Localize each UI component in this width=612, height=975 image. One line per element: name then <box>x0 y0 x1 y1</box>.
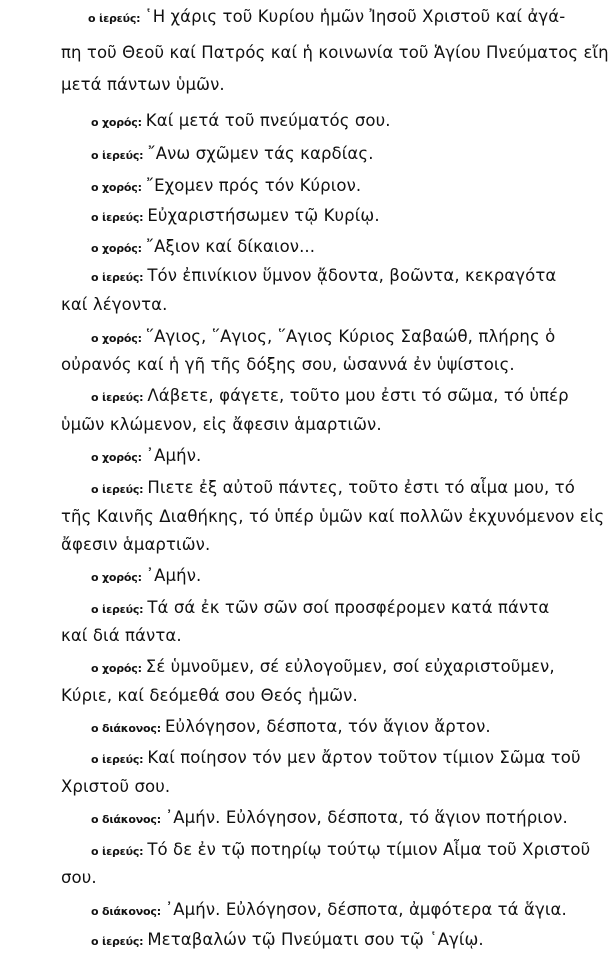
text-line <box>91 266 556 288</box>
speaker-label: ο διάκονος: <box>91 722 161 735</box>
text-line <box>61 43 609 63</box>
line-text: ᾿Αμήν. <box>145 446 202 465</box>
line-text: ᾿Αμήν. <box>145 566 202 585</box>
text-line <box>61 868 97 888</box>
speaker-label: ο χορός: <box>91 116 142 129</box>
line-text: ῾Η χάρις τοῦ Κυρίου ἡμῶν Ἰησοῦ Χριστοῦ καί ἀγά- <box>144 7 566 26</box>
text-line <box>91 748 581 770</box>
text-line <box>61 355 515 375</box>
line-text: τῆς Καινῆς Διαθήκης, τό ὑπέρ ὑμῶν καί πολλῶν ἐκχυνόμενον εἰς <box>61 507 605 526</box>
text-line <box>61 507 604 527</box>
speaker-label: ο χορός: <box>91 332 142 345</box>
text-line <box>91 446 201 468</box>
text-line <box>61 626 182 646</box>
speaker-label: ο ἱερεύς: <box>91 271 144 284</box>
text-line <box>91 386 569 408</box>
line-text: σου. <box>61 868 97 887</box>
line-text: πη τοῦ Θεοῦ καί Πατρός καί ἡ κοινωνία τοῦ Ἁγίου Πνεύματος εἴη <box>61 43 609 62</box>
line-text: ᾿Αμήν. Εὐλόγησον, δέσποτα, τό ἅγιον ποτήριον. <box>164 808 568 827</box>
line-text: Τό δε ἐν τῷ ποτηρίῳ τούτῳ τίμιον Αἷμα τοῦ Χριστοῦ <box>147 840 591 859</box>
line-text: ἄφεσιν ἁμαρτιῶν. <box>61 535 211 554</box>
line-text: ῎Ανω σχῶμεν τάς καρδίας. <box>147 144 374 163</box>
speaker-label: ο ἱερεύς: <box>91 149 144 162</box>
line-text: Κύριε, καί δεόμεθά σου Θεός ἡμῶν. <box>61 686 358 705</box>
speaker-label: ο διάκονος: <box>91 813 161 826</box>
text-line <box>91 144 374 166</box>
line-text: Μεταβαλών τῷ Πνεύματι σου τῷ ῾Αγίῳ. <box>147 930 484 949</box>
line-text: ῞Αγιος, ῞Αγιος, ῞Αγιος Κύριος Σαβαώθ, πλήρης ὁ <box>145 327 556 346</box>
line-text: Εὐχαριστήσωμεν τῷ Κυρίῳ. <box>147 206 380 225</box>
text-line <box>91 657 555 679</box>
speaker-label: ο ἱερεύς: <box>91 935 144 948</box>
line-text: Τά σά ἐκ τῶν σῶν σοί προσφέρομεν κατά πάντα <box>147 598 550 617</box>
line-text: ῎Αξιον καί δίκαιον... <box>145 237 316 256</box>
line-text: Πιετε ἐξ αὐτοῦ πάντες, τοῦτο ἐστι τό αἷμα μου, τό <box>147 478 575 497</box>
text-line <box>91 566 201 588</box>
text-line <box>91 840 590 862</box>
line-text: ὑμῶν κλώμενον, εἰς ἄφεσιν ἁμαρτιῶν. <box>61 415 382 434</box>
text-line <box>91 176 361 198</box>
text-line <box>91 478 575 500</box>
speaker-label: ο χορός: <box>91 571 142 584</box>
text-line <box>61 295 167 315</box>
text-line <box>61 686 358 706</box>
speaker-label: ο ἱερεύς: <box>91 603 144 616</box>
speaker-label: ο διάκονος: <box>91 905 161 918</box>
speaker-label: ο ἱερεύς: <box>91 483 144 496</box>
line-text: Λάβετε, φάγετε, τοῦτο μου ἐστι τό σῶμα, τό ὑπέρ <box>147 386 569 405</box>
speaker-label: ο χορός: <box>91 662 142 675</box>
text-line <box>91 111 391 133</box>
text-line <box>91 327 555 349</box>
line-text: Καί μετά τοῦ πνεύματός σου. <box>145 111 391 130</box>
line-text: Τόν ἐπινίκιον ὕμνον ᾄδοντα, βοῶντα, κεκραγότα <box>147 266 557 285</box>
text-line <box>91 900 567 922</box>
speaker-label: ο ἱερεύς: <box>91 753 144 766</box>
text-line <box>91 237 315 259</box>
line-text: Καί ποίησον τόν μεν ἄρτον τοῦτον τίμιον Σῶμα τοῦ <box>147 748 581 767</box>
speaker-label: ο ἱερεύς: <box>91 391 144 404</box>
line-text: μετά πάντων ὑμῶν. <box>61 75 225 94</box>
speaker-label: ο χορός: <box>91 451 142 464</box>
line-text: Χριστοῦ σου. <box>61 777 171 796</box>
text-line <box>91 598 549 620</box>
speaker-label: ο ἱερεύς: <box>91 845 144 858</box>
line-text: καί διά πάντα. <box>61 626 182 645</box>
speaker-label: ο χορός: <box>91 242 142 255</box>
text-line <box>61 535 210 555</box>
speaker-label: ο ἱερεύς: <box>88 12 141 25</box>
text-line <box>61 415 382 435</box>
line-text: ῎Εχομεν πρός τόν Κύριον. <box>145 176 362 195</box>
line-text: οὐρανός καί ἡ γῆ τῆς δόξης σου, ὡσαννά ἐν ὑψίστοις. <box>61 355 515 374</box>
text-line <box>61 75 225 95</box>
text-line <box>61 777 170 797</box>
text-line <box>91 206 380 228</box>
speaker-label: ο ἱερεύς: <box>91 211 144 224</box>
line-text: καί λέγοντα. <box>61 295 168 314</box>
text-line <box>88 7 565 29</box>
text-line <box>91 717 491 739</box>
line-text: Εὐλόγησον, δέσποτα, τόν ἅγιον ἄρτον. <box>164 717 491 736</box>
speaker-label: ο χορός: <box>91 181 142 194</box>
line-text: ᾿Αμήν. Εὐλόγησον, δέσποτα, ἀμφότερα τά ἅγια. <box>164 900 567 919</box>
text-line <box>91 930 484 952</box>
text-line <box>91 808 568 830</box>
line-text: Σέ ὑμνοῦμεν, σέ εὐλογοῦμεν, σοί εὐχαριστοῦμεν, <box>145 657 555 676</box>
